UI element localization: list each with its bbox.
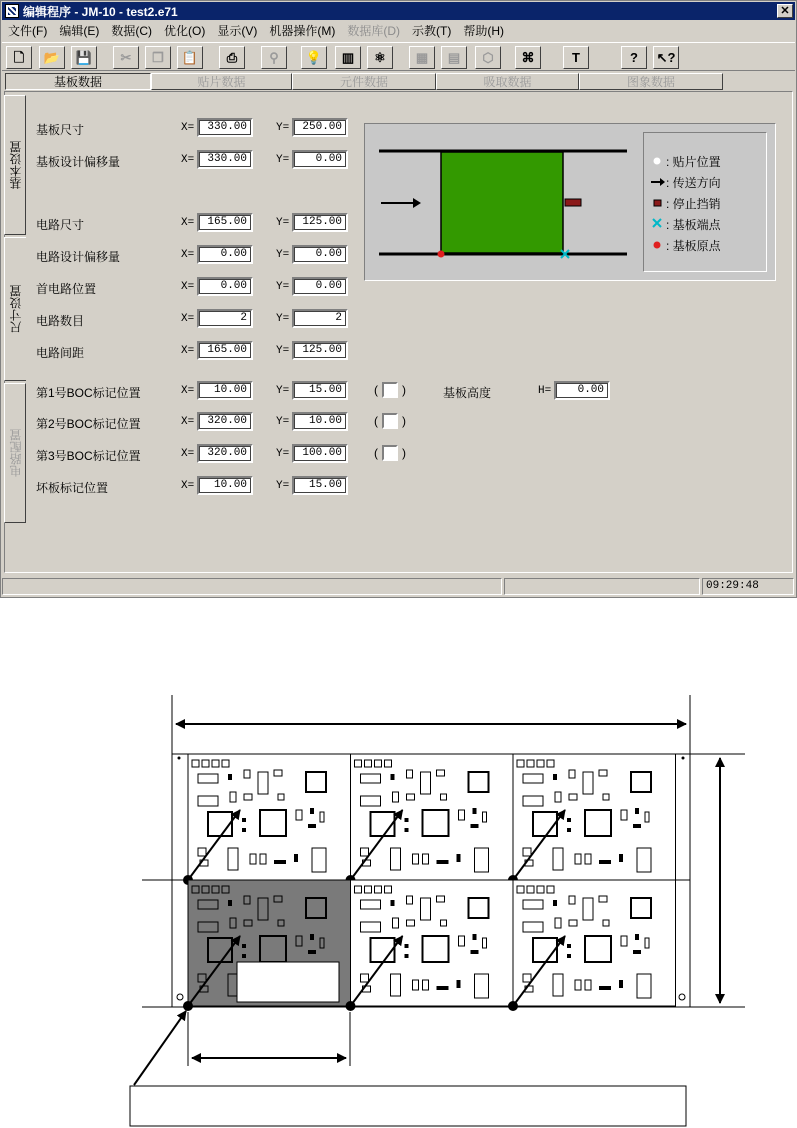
open-folder-icon: 📂 bbox=[43, 50, 61, 65]
help-icon: ? bbox=[630, 50, 638, 65]
x-axis-label: X= bbox=[181, 313, 195, 325]
arrow-right-icon bbox=[650, 176, 664, 190]
stopper-icon bbox=[650, 197, 664, 211]
tab-0[interactable]: 基板数据 bbox=[5, 73, 151, 90]
light-bulb-button[interactable] bbox=[301, 46, 327, 69]
x-axis-label: X= bbox=[181, 122, 195, 134]
status-bar bbox=[2, 578, 794, 596]
save-button[interactable] bbox=[71, 46, 97, 69]
x-axis-label: X= bbox=[181, 345, 195, 357]
caption-box bbox=[130, 1086, 686, 1126]
h-axis-label: H= bbox=[538, 385, 552, 397]
nozzle-button[interactable] bbox=[335, 46, 361, 69]
menu-item-8[interactable]: 帮助(H) bbox=[463, 24, 504, 38]
origin-point-icon bbox=[438, 251, 445, 258]
side-tab-0[interactable] bbox=[4, 95, 26, 235]
nozzle-icon: ▥ bbox=[341, 50, 355, 65]
board-button[interactable] bbox=[409, 46, 435, 69]
menu-item-4[interactable]: 显示(V) bbox=[217, 24, 258, 38]
tab-4[interactable]: 图象数据 bbox=[579, 73, 723, 90]
optimize-icon: ⌘ bbox=[521, 50, 535, 65]
y-axis-label: Y= bbox=[276, 345, 290, 357]
paren-open: ( bbox=[374, 383, 378, 397]
side-tab-label: 基本设置 bbox=[8, 141, 23, 189]
status-time: 09:29:48 bbox=[702, 578, 794, 595]
box-icon: ⬡ bbox=[482, 50, 494, 65]
side-tab-label: 电路配置 bbox=[8, 429, 23, 477]
y-axis-label: Y= bbox=[276, 448, 290, 460]
menu-item-3[interactable]: 优化(O) bbox=[164, 24, 206, 38]
x-axis-label: X= bbox=[181, 249, 195, 261]
x-axis-label: X= bbox=[181, 154, 195, 166]
x-axis-label: X= bbox=[181, 281, 195, 293]
circuit-origin-dot bbox=[508, 1001, 518, 1011]
legend-label: : 传送方向 bbox=[666, 176, 721, 190]
label-box bbox=[237, 962, 339, 1002]
row-label: 电路数目 bbox=[36, 314, 85, 328]
row-label: 电路设计偏移量 bbox=[36, 250, 121, 264]
legend-label: : 停止挡销 bbox=[666, 197, 721, 211]
y-axis-label: Y= bbox=[276, 249, 290, 261]
x-value-input[interactable]: 330.00 bbox=[197, 118, 253, 137]
board-preview bbox=[364, 123, 776, 281]
legend-item bbox=[650, 195, 721, 212]
title-bar[interactable] bbox=[2, 2, 795, 20]
row-label: 坏板标记位置 bbox=[36, 481, 109, 495]
y-axis-label: Y= bbox=[276, 122, 290, 134]
tab-2[interactable]: 元件数据 bbox=[292, 73, 436, 90]
find-button[interactable] bbox=[261, 46, 287, 69]
menu-item-5[interactable]: 机器操作(M) bbox=[269, 24, 336, 38]
y-axis-label: Y= bbox=[276, 385, 290, 397]
text-button[interactable] bbox=[563, 46, 589, 69]
x-value-input[interactable]: 0.00 bbox=[197, 277, 253, 296]
y-axis-label: Y= bbox=[276, 480, 290, 492]
y-axis-label: Y= bbox=[276, 281, 290, 293]
boc-enable-checkbox[interactable] bbox=[382, 445, 398, 461]
y-axis-label: Y= bbox=[276, 416, 290, 428]
boc-enable-group bbox=[374, 382, 406, 398]
side-tab-label: 尺寸设置 bbox=[9, 285, 23, 333]
x-axis-label: X= bbox=[181, 217, 195, 229]
row-label: 基板尺寸 bbox=[36, 123, 85, 137]
x-value-input[interactable]: 320.00 bbox=[197, 444, 253, 463]
open-folder-button[interactable] bbox=[39, 46, 65, 69]
legend-label: : 基板原点 bbox=[666, 239, 721, 253]
row-label: 基板设计偏移量 bbox=[36, 155, 121, 169]
fiducial-hole bbox=[682, 757, 685, 760]
fiducial-hole bbox=[178, 757, 181, 760]
x-axis-label: X= bbox=[181, 448, 195, 460]
side-tab-2[interactable] bbox=[4, 383, 26, 523]
conveyor-arrowhead-icon bbox=[413, 198, 421, 208]
y-value-input[interactable]: 125.00 bbox=[292, 341, 348, 360]
y-axis-label: Y= bbox=[276, 217, 290, 229]
boc-enable-group bbox=[374, 445, 406, 461]
x-value-input[interactable]: 10.00 bbox=[197, 381, 253, 400]
y-value-input[interactable]: 0.00 bbox=[292, 150, 348, 169]
close-button[interactable]: ✕ bbox=[777, 4, 793, 18]
paren-close: ) bbox=[402, 446, 406, 460]
paste-icon: 📋 bbox=[181, 50, 199, 65]
legend-item bbox=[650, 153, 721, 170]
row-label: 首电路位置 bbox=[36, 282, 97, 296]
x-axis-label: X= bbox=[181, 416, 195, 428]
toolbar bbox=[2, 42, 795, 71]
menu-item-1[interactable]: 编辑(E) bbox=[59, 24, 100, 38]
x-value-input[interactable]: 330.00 bbox=[197, 150, 253, 169]
board-icon: ▦ bbox=[415, 50, 429, 65]
row-label: 第3号BOC标记位置 bbox=[36, 449, 141, 463]
x-value-input[interactable]: 165.00 bbox=[197, 213, 253, 232]
copy-button[interactable] bbox=[145, 46, 171, 69]
circuit-origin-dot bbox=[346, 1001, 356, 1011]
x-value-input[interactable]: 0.00 bbox=[197, 245, 253, 264]
x-axis-label: X= bbox=[181, 480, 195, 492]
feeder-icon: ▤ bbox=[447, 50, 461, 65]
cut-icon: ✂ bbox=[120, 50, 132, 65]
y-value-input[interactable]: 250.00 bbox=[292, 118, 348, 137]
status-info bbox=[504, 578, 700, 595]
origin-dot-icon bbox=[650, 239, 664, 253]
top-tabs bbox=[5, 73, 795, 91]
menu-bar bbox=[2, 21, 795, 41]
panel-layout-diagram bbox=[0, 600, 797, 1128]
context-help-button[interactable] bbox=[653, 46, 679, 69]
paren-open: ( bbox=[374, 446, 378, 460]
status-message bbox=[2, 578, 502, 595]
paren-close: ) bbox=[402, 383, 406, 397]
save-icon: 💾 bbox=[75, 50, 93, 65]
boc-enable-group bbox=[374, 413, 406, 429]
y-value-input[interactable]: 125.00 bbox=[292, 213, 348, 232]
y-axis-label: Y= bbox=[276, 154, 290, 166]
y-value-input[interactable]: 100.00 bbox=[292, 444, 348, 463]
copy-icon: ❐ bbox=[152, 50, 164, 65]
legend-item bbox=[650, 174, 721, 191]
cut-button[interactable] bbox=[113, 46, 139, 69]
row-label: 第1号BOC标记位置 bbox=[36, 386, 141, 400]
paren-close: ) bbox=[402, 414, 406, 428]
y-value-input[interactable]: 2 bbox=[292, 309, 348, 328]
side-tab-1[interactable] bbox=[4, 237, 26, 381]
legend-item bbox=[650, 216, 721, 233]
new-file-icon: 🗋 bbox=[13, 50, 25, 65]
print-button[interactable] bbox=[219, 46, 245, 69]
context-help-icon: ↖? bbox=[656, 50, 676, 65]
y-value-input[interactable]: 15.00 bbox=[292, 381, 348, 400]
origin-callout-arrow bbox=[134, 1011, 186, 1085]
legend-label: : 贴片位置 bbox=[666, 155, 721, 169]
menu-item-2[interactable]: 数据(C) bbox=[111, 24, 152, 38]
y-value-input[interactable]: 0.00 bbox=[292, 245, 348, 264]
y-axis-label: Y= bbox=[276, 313, 290, 325]
parts-button[interactable] bbox=[367, 46, 393, 69]
x-value-input[interactable]: 320.00 bbox=[197, 412, 253, 431]
find-icon: ⚲ bbox=[269, 50, 279, 65]
new-file-button[interactable] bbox=[6, 46, 32, 69]
row-label: 电路尺寸 bbox=[36, 218, 85, 232]
app-icon bbox=[5, 4, 19, 18]
x-value-input[interactable]: 165.00 bbox=[197, 341, 253, 360]
board-rect bbox=[441, 152, 563, 253]
tab-3[interactable]: 吸取数据 bbox=[436, 73, 579, 90]
y-value-input[interactable]: 10.00 bbox=[292, 412, 348, 431]
board-height-label: 基板高度 bbox=[443, 386, 492, 400]
menu-item-7[interactable]: 示教(T) bbox=[412, 24, 452, 38]
optimize-button[interactable] bbox=[515, 46, 541, 69]
text-icon: T bbox=[572, 50, 580, 65]
x-axis-label: X= bbox=[181, 385, 195, 397]
white-dot-icon bbox=[650, 155, 664, 169]
boc-enable-checkbox[interactable] bbox=[382, 382, 398, 398]
circuit-origin-dot bbox=[183, 1001, 193, 1011]
boc-enable-checkbox[interactable] bbox=[382, 413, 398, 429]
board-height-input[interactable]: 0.00 bbox=[554, 381, 610, 400]
row-label: 电路间距 bbox=[36, 346, 85, 360]
light-bulb-icon: 💡 bbox=[305, 50, 323, 65]
feeder-button[interactable] bbox=[441, 46, 467, 69]
x-value-input[interactable]: 10.00 bbox=[197, 476, 253, 495]
window-title: 编辑程序 - JM-10 - test2.e71 bbox=[23, 4, 178, 19]
paren-open: ( bbox=[374, 414, 378, 428]
legend-label: : 基板端点 bbox=[666, 218, 721, 232]
box-button[interactable] bbox=[475, 46, 501, 69]
menu-item-0[interactable]: 文件(F) bbox=[8, 24, 48, 38]
parts-icon: ⚛ bbox=[374, 50, 386, 65]
y-value-input[interactable]: 0.00 bbox=[292, 277, 348, 296]
legend bbox=[643, 132, 767, 272]
paste-button[interactable] bbox=[177, 46, 203, 69]
help-button[interactable] bbox=[621, 46, 647, 69]
print-icon: ⎙ bbox=[226, 50, 238, 65]
legend-item bbox=[650, 237, 721, 254]
x-value-input[interactable]: 2 bbox=[197, 309, 253, 328]
stopper-pin-icon bbox=[565, 199, 581, 206]
tab-1[interactable]: 贴片数据 bbox=[151, 73, 292, 90]
row-label: 第2号BOC标记位置 bbox=[36, 417, 141, 431]
y-value-input[interactable]: 15.00 bbox=[292, 476, 348, 495]
board-end-icon bbox=[650, 217, 664, 232]
menu-item-6[interactable]: 数据库(D) bbox=[347, 24, 400, 38]
